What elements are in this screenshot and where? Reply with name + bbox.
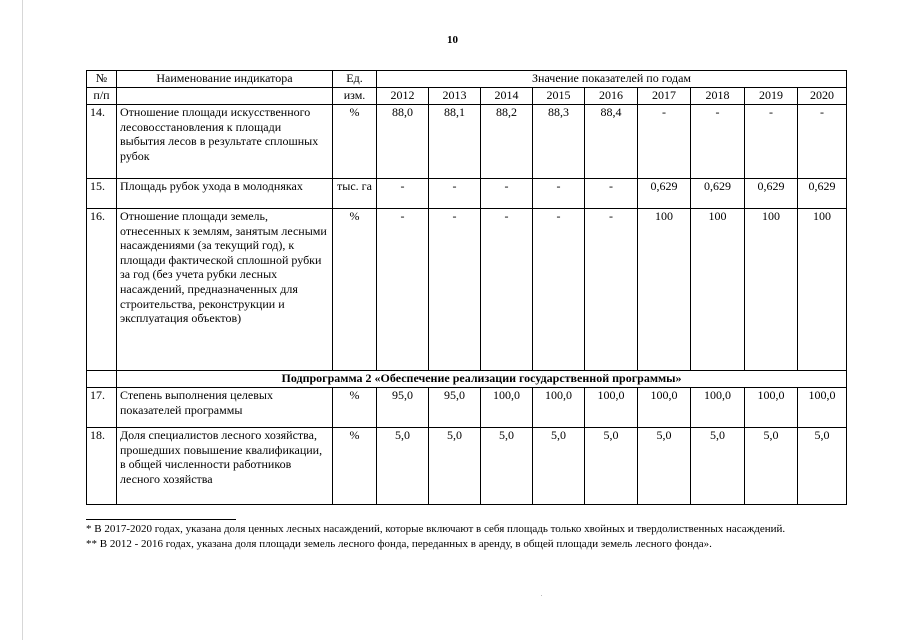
value-cell: 100 [745, 209, 798, 371]
value-cell: 100,0 [533, 388, 585, 428]
value-cell: 5,0 [533, 428, 585, 505]
value-cell: 0,629 [798, 179, 847, 209]
value-cell: 100,0 [638, 388, 691, 428]
footnotes [86, 519, 838, 552]
year-header: 2015 [533, 88, 585, 105]
header-unit-sub: изм. [333, 88, 377, 105]
row-number: 18. [87, 428, 117, 505]
value-cell: - [798, 105, 847, 179]
value-cell: - [533, 179, 585, 209]
year-header: 2018 [691, 88, 745, 105]
header-num-sub: п/п [87, 88, 117, 105]
header-name-empty [117, 88, 333, 105]
value-cell: 100 [638, 209, 691, 371]
value-cell: - [429, 209, 481, 371]
scan-speck [541, 595, 542, 596]
header-unit: Ед. [333, 71, 377, 88]
indicator-name: Отношение площади земель, отнесенных к землям, занятым лесными насаждениями (за текущий год), к площади фактической сплошной рубки за год (без учета рубки лесных насаждений, предназначенных для строительства, реконструкции и эксплуатация объектов) [117, 209, 333, 371]
unit-cell: % [333, 209, 377, 371]
value-cell: 0,629 [745, 179, 798, 209]
value-cell: 5,0 [481, 428, 533, 505]
value-cell: 88,1 [429, 105, 481, 179]
footnote: ** В 2012 - 2016 годах, указана доля площади земель лесного фонда, переданных в аренду, в общей площади земель лесного фонда». [86, 538, 712, 550]
table-row [87, 105, 847, 179]
header-name: Наименование индикатора [117, 71, 333, 88]
unit-cell: % [333, 105, 377, 179]
page-left-rule [22, 0, 23, 640]
value-cell: 5,0 [745, 428, 798, 505]
unit-cell: тыс. га [333, 179, 377, 209]
footnote-separator [86, 519, 236, 520]
value-cell: 5,0 [585, 428, 638, 505]
value-cell: 95,0 [429, 388, 481, 428]
value-cell: 100,0 [745, 388, 798, 428]
table-row [87, 179, 847, 209]
row-number: 17. [87, 388, 117, 428]
footnote: * В 2017-2020 годах, указана доля ценных лесных насаждений, которые включают в себя площадь только хвойных и твердолиственных насаждений. [86, 523, 786, 535]
year-header: 2013 [429, 88, 481, 105]
header-row-top [87, 71, 847, 88]
value-cell: 88,0 [377, 105, 429, 179]
indicator-name: Доля специалистов лесного хозяйства, прошедших повышение квалификации, в общей численности работников лесного хозяйства [117, 428, 333, 505]
row-number: 14. [87, 105, 117, 179]
year-header: 2020 [798, 88, 847, 105]
year-header: 2017 [638, 88, 691, 105]
value-cell: 100,0 [691, 388, 745, 428]
value-cell: - [638, 105, 691, 179]
indicator-name: Площадь рубок ухода в молодняках [117, 179, 333, 209]
table-row [87, 388, 847, 428]
value-cell: 100 [798, 209, 847, 371]
value-cell: - [377, 179, 429, 209]
year-header: 2014 [481, 88, 533, 105]
indicator-name: Степень выполнения целевых показателей программы [117, 388, 333, 428]
unit-cell: % [333, 428, 377, 505]
value-cell: - [481, 179, 533, 209]
value-cell: - [585, 179, 638, 209]
subprogram-title: Подпрограмма 2 «Обеспечение реализации государственной программы» [117, 371, 847, 388]
value-cell: 100 [691, 209, 745, 371]
table-row [87, 428, 847, 505]
value-cell: 100,0 [481, 388, 533, 428]
value-cell: - [429, 179, 481, 209]
indicator-name: Отношение площади искусственного лесовосстановления к площади выбытия лесов в результате сплошных рубок [117, 105, 333, 179]
value-cell: - [745, 105, 798, 179]
header-values-title: Значение показателей по годам [377, 71, 847, 88]
value-cell: 88,4 [585, 105, 638, 179]
subprogram-spacer [87, 371, 117, 388]
year-header: 2016 [585, 88, 638, 105]
page-number: 10 [447, 34, 458, 46]
header-num: № [87, 71, 117, 88]
value-cell: - [533, 209, 585, 371]
value-cell: 0,629 [691, 179, 745, 209]
value-cell: 5,0 [798, 428, 847, 505]
row-number: 16. [87, 209, 117, 371]
value-cell: - [585, 209, 638, 371]
value-cell: 5,0 [691, 428, 745, 505]
table-row [87, 209, 847, 371]
value-cell: 0,629 [638, 179, 691, 209]
value-cell: 95,0 [377, 388, 429, 428]
indicators-table [86, 70, 847, 505]
value-cell: 5,0 [429, 428, 481, 505]
row-number: 15. [87, 179, 117, 209]
header-row-years [87, 88, 847, 105]
year-header: 2012 [377, 88, 429, 105]
value-cell: 100,0 [798, 388, 847, 428]
value-cell: 5,0 [638, 428, 691, 505]
subprogram-row [87, 371, 847, 388]
value-cell: - [377, 209, 429, 371]
unit-cell: % [333, 388, 377, 428]
value-cell: - [481, 209, 533, 371]
value-cell: 88,3 [533, 105, 585, 179]
value-cell: - [691, 105, 745, 179]
value-cell: 100,0 [585, 388, 638, 428]
value-cell: 88,2 [481, 105, 533, 179]
year-header: 2019 [745, 88, 798, 105]
value-cell: 5,0 [377, 428, 429, 505]
